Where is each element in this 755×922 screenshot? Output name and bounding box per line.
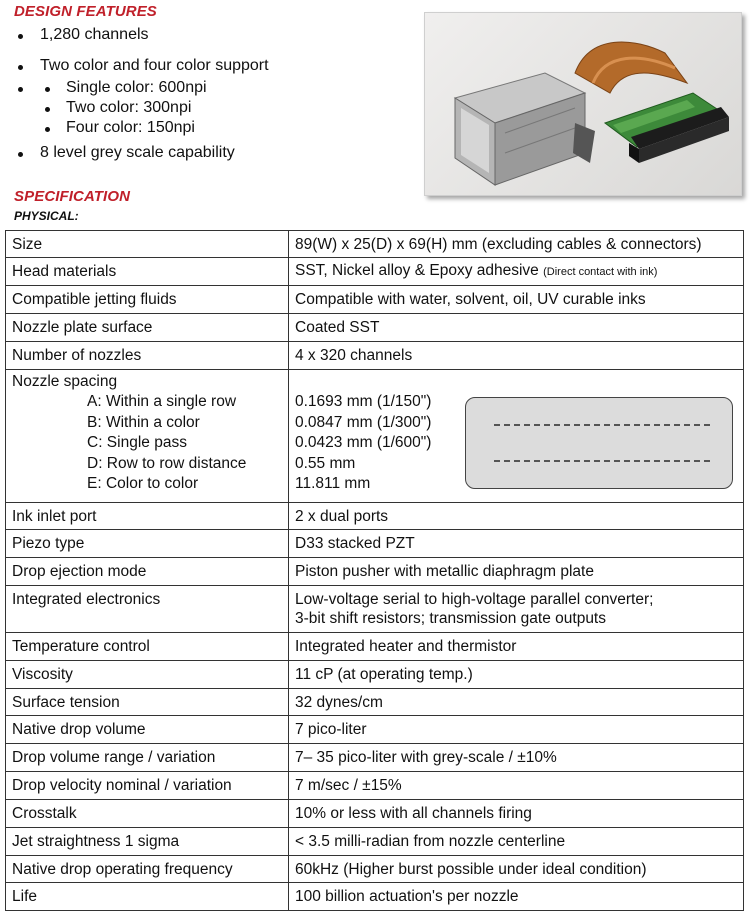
spacing-name: C: Single pass: [87, 434, 187, 451]
nozzle-layout-diagram: [465, 397, 733, 489]
row-value: < 3.5 milli-radian from nozzle centerline: [289, 828, 744, 856]
table-row: [6, 883, 744, 911]
table-row: [6, 231, 744, 258]
row-value: 7 pico-liter: [289, 716, 744, 744]
spacing-value: 11.811 mm: [295, 475, 371, 492]
row-label: Number of nozzles: [6, 342, 289, 370]
head-materials-value: SST, Nickel alloy & Epoxy adhesive: [295, 262, 539, 279]
table-row: [6, 342, 744, 370]
row-value: 100 billion actuation's per nozzle: [289, 883, 744, 911]
nozzle-row-line: [494, 460, 710, 462]
row-value: Coated SST: [289, 314, 744, 342]
nozzle-spacing-label-cell: [6, 370, 289, 503]
row-label: Nozzle plate surface: [6, 314, 289, 342]
row-value: 10% or less with all channels firing: [289, 800, 744, 828]
row-label: Jet straightness 1 sigma: [6, 828, 289, 856]
spacing-value: 0.0423 mm (1/600"): [295, 434, 432, 451]
table-row: [6, 586, 744, 633]
nozzle-spacing-title: Nozzle spacing: [12, 373, 118, 390]
printhead-photo: [424, 12, 742, 196]
feature-two-color: Two color: 300npi: [40, 99, 269, 119]
row-value: 11 cP (at operating temp.): [289, 661, 744, 689]
design-features-list: [14, 26, 269, 164]
row-label: Head materials: [6, 258, 289, 286]
table-row: [6, 744, 744, 772]
row-label: Drop volume range / variation: [6, 744, 289, 772]
table-row: [6, 661, 744, 689]
row-label: Native drop operating frequency: [6, 856, 289, 883]
row-value: Integrated heater and thermistor: [289, 633, 744, 661]
row-value: Compatible with water, solvent, oil, UV curable inks: [289, 286, 744, 314]
nozzle-spacing-values: [295, 392, 431, 495]
specification-table: [5, 230, 744, 911]
feature-single-color: Single color: 600npi: [40, 79, 269, 99]
spacing-name: A: Within a single row: [87, 393, 237, 410]
row-label: Surface tension: [6, 689, 289, 716]
head-materials-note: (Direct contact with ink): [543, 266, 658, 278]
feature-grey-scale: 8 level grey scale capability: [14, 144, 269, 164]
spacing-name: D: Row to row distance: [87, 454, 247, 472]
row-value: 2 x dual ports: [289, 503, 744, 530]
row-label: Native drop volume: [6, 716, 289, 744]
table-row: [6, 689, 744, 716]
row-value: 7 m/sec / ±15%: [289, 772, 744, 800]
spacing-name: B: Within a color: [87, 413, 200, 431]
table-row: [6, 558, 744, 586]
table-row: [6, 633, 744, 661]
specification-heading: SPECIFICATION: [14, 188, 131, 205]
spacing-value: 0.0847 mm (1/300"): [295, 413, 432, 431]
feature-channels: 1,280 channels: [14, 26, 269, 57]
table-row-nozzle-spacing: [6, 370, 744, 503]
spacing-name: E: Color to color: [87, 475, 199, 492]
row-value: [289, 258, 744, 286]
electronics-line-1: Low-voltage serial to high-voltage parallel converter;: [295, 591, 654, 608]
row-value: 89(W) x 25(D) x 69(H) mm (excluding cables & connectors): [289, 231, 744, 258]
nozzle-row-line: [494, 424, 710, 426]
spacing-value: 0.1693 mm (1/150"): [295, 393, 432, 410]
row-value: 60kHz (Higher burst possible under ideal condition): [289, 856, 744, 883]
row-label: Drop velocity nominal / variation: [6, 772, 289, 800]
row-value: Piston pusher with metallic diaphragm plate: [289, 558, 744, 586]
row-label: Temperature control: [6, 633, 289, 661]
design-features-heading: DESIGN FEATURES: [14, 3, 157, 20]
row-value: 7– 35 pico-liter with grey-scale / ±10%: [289, 744, 744, 772]
nozzle-spacing-names: [87, 392, 246, 495]
table-row: [6, 314, 744, 342]
row-label: Life: [6, 883, 289, 911]
table-row: [6, 772, 744, 800]
table-row: [6, 856, 744, 883]
feature-color-sublist: [14, 79, 269, 144]
table-row: [6, 530, 744, 558]
row-label: Integrated electronics: [6, 586, 289, 633]
table-row: [6, 828, 744, 856]
row-value: D33 stacked PZT: [289, 530, 744, 558]
nozzle-spacing-value-cell: [289, 370, 744, 503]
table-row: [6, 503, 744, 530]
row-label: Ink inlet port: [6, 503, 289, 530]
row-label: Piezo type: [6, 530, 289, 558]
row-value: 4 x 320 channels: [289, 342, 744, 370]
feature-color-support: Two color and four color support: [14, 57, 269, 77]
row-label: Size: [6, 231, 289, 258]
printhead-image: [425, 13, 741, 195]
table-row: [6, 286, 744, 314]
row-label: Compatible jetting fluids: [6, 286, 289, 314]
row-value: 32 dynes/cm: [289, 689, 744, 716]
physical-subheading: PHYSICAL:: [14, 209, 79, 223]
row-label: Viscosity: [6, 661, 289, 689]
table-row: [6, 800, 744, 828]
row-label: Drop ejection mode: [6, 558, 289, 586]
feature-four-color: Four color: 150npi: [40, 119, 269, 144]
spacing-value: 0.55 mm: [295, 454, 356, 472]
row-value: [289, 586, 744, 633]
table-row: [6, 716, 744, 744]
electronics-line-2: 3-bit shift resistors; transmission gate outputs: [295, 610, 606, 627]
row-label: Crosstalk: [6, 800, 289, 828]
table-row: [6, 258, 744, 286]
